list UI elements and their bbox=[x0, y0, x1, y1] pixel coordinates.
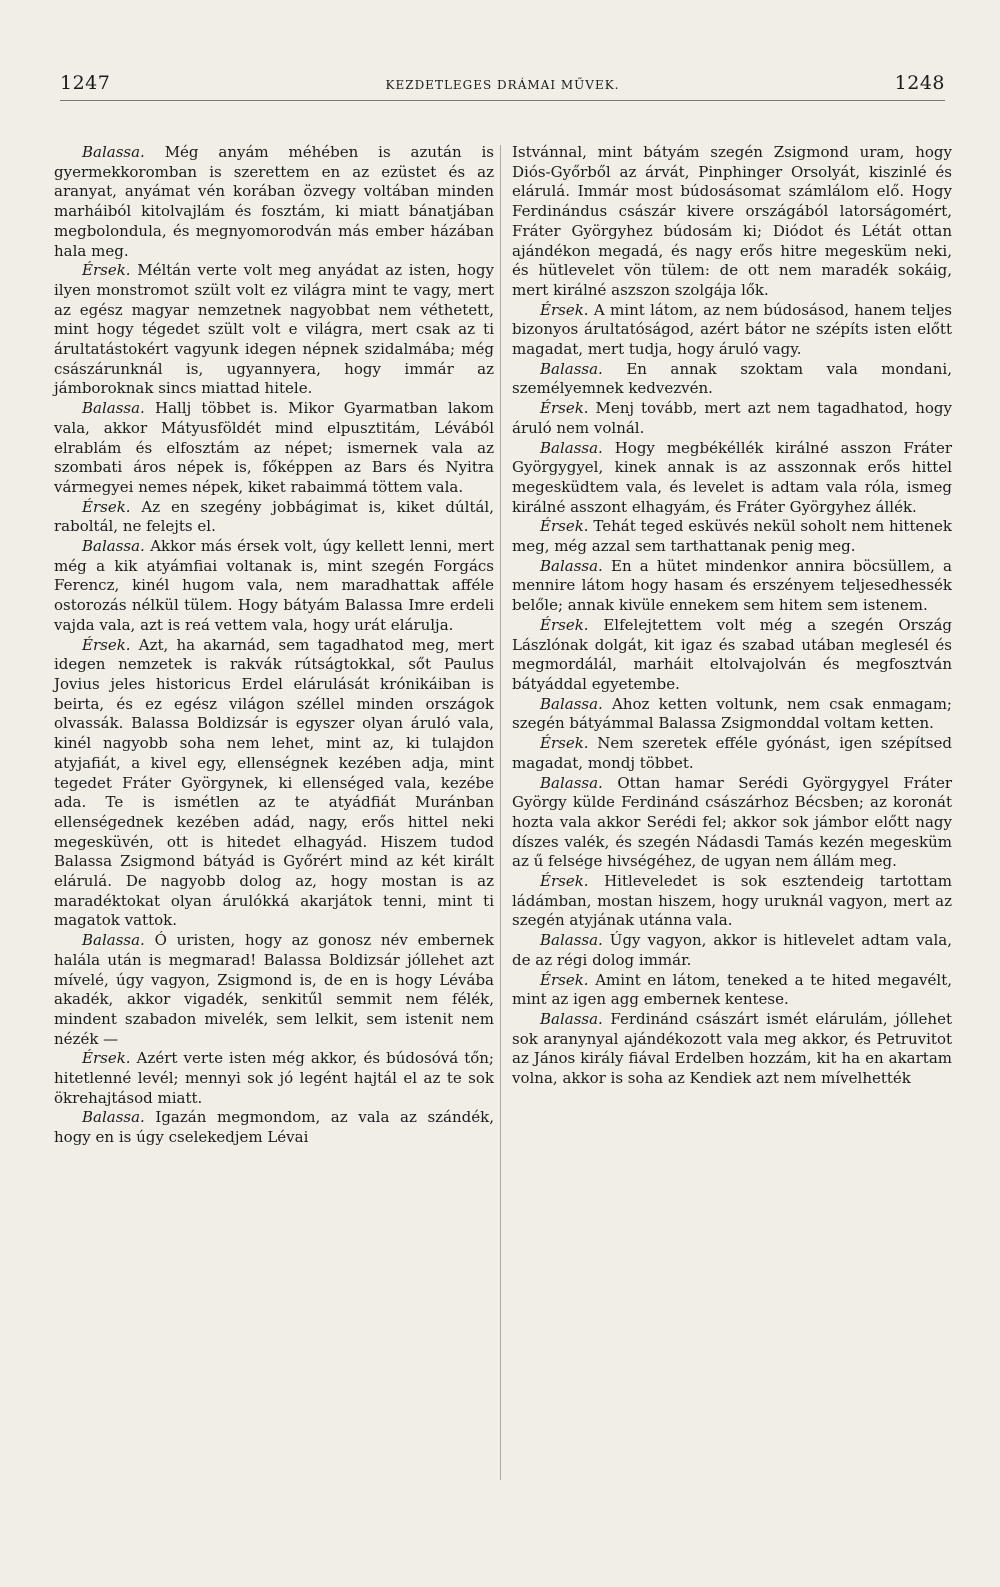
dialogue-paragraph bbox=[512, 931, 952, 970]
dialogue-paragraph bbox=[54, 1108, 494, 1147]
dialogue-text: Ó uristen, hogy az gonosz név embernek halála után is megmarad! Balassa Boldizsár jóllehet azt mívelé, úgy vagyon, Zsigmond is, de en is hogy Lévába akadék, akkor vigadék, senkitűl semmit nem félék, mindent szabadon mivelék, sem lelkit, sem istenit nem nézék — bbox=[54, 931, 494, 1048]
dialogue-paragraph bbox=[54, 143, 494, 261]
left-column bbox=[54, 143, 494, 1148]
header-rule bbox=[60, 100, 945, 101]
speaker-name: Érsek. bbox=[540, 734, 589, 753]
running-title: KEZDETLEGES DRÁMAI MŰVEK. bbox=[385, 78, 620, 92]
dialogue-paragraph bbox=[512, 872, 952, 931]
dialogue-paragraph bbox=[512, 695, 952, 734]
dialogue-text: Méltán verte volt meg anyádat az isten, hogy ilyen monstromot szült volt ez világra mint te vagy, mert az egész magyar nemzetnek nagyobbat nem véthetett, mint hogy tégedet szült volt e világra, mert csak az ti árultatástokért vagyunk idegen népnek szidalmába; még császárunknál is, ugyannyera, hogy immár az jámboroknak sincs miattad hitele. bbox=[54, 261, 494, 398]
dialogue-paragraph bbox=[512, 1010, 952, 1089]
dialogue-paragraph bbox=[54, 498, 494, 537]
dialogue-text: Akkor más érsek volt, úgy kellett lenni, mert még a kik atyámfiai voltanak is, mint szegén Forgács Ferencz, kinél hugom vala, nem maradhattak afféle ostorozás nélkül tülem. Hogy bátyám Balassa Imre erdeli vajda vala, azt is reá vettem vala, hogy urát elárulja. bbox=[54, 537, 494, 634]
page-number-right: 1248 bbox=[894, 72, 945, 94]
speaker-name: Érsek. bbox=[82, 261, 131, 280]
dialogue-paragraph bbox=[512, 143, 952, 301]
speaker-name: Balassa. bbox=[540, 556, 603, 575]
dialogue-text: Azért verte isten még akkor, és búdosóvá tőn; hitetlenné levél; mennyi sok jó legént hajtál el az te sok ökrehajtásod miatt. bbox=[54, 1049, 494, 1107]
dialogue-text: Még anyám méhében is azután is gyermekkoromban is szerettem en az ezüstet és az aranyat, anyámat vén korában özvegy voltában minden marháiból kitolvajlám és fosztám, ki miatt bánatjában megbolondula, és megnyomorodván más ember házában hala meg. bbox=[54, 143, 494, 260]
speaker-name: Balassa. bbox=[540, 438, 603, 457]
speaker-name: Érsek. bbox=[82, 1049, 131, 1068]
dialogue-paragraph bbox=[512, 557, 952, 616]
speaker-name: Érsek. bbox=[540, 399, 589, 418]
dialogue-text: Menj tovább, mert azt nem tagadhatod, hogy áruló nem volnál. bbox=[512, 399, 952, 437]
speaker-name: Érsek. bbox=[82, 497, 131, 516]
dialogue-paragraph bbox=[54, 931, 494, 1049]
dialogue-text: Ahoz ketten voltunk, nem csak enmagam; szegén bátyámmal Balassa Zsigmonddal voltam ketten. bbox=[512, 694, 952, 733]
speaker-name: Balassa. bbox=[540, 359, 603, 378]
dialogue-text: Istvánnal, mint bátyám szegén Zsigmond uram, hogy Diós-Győrből az árvát, Pinphinger Orsolyát, kiszinlé és elárulá. Immár most búdosásomat számlálom elő. Hogy Ferdinándus császár kivere országából latorságomért, Fráter Györgyhez búdosám ki; Diódot és Létát ottan ajándékon megadá, és nagy erős hitre megesküm neki, és hütlevelet vön tülem: de ott nem maradék sokáig, mert királné aszszon szolgája lők. bbox=[512, 143, 952, 299]
dialogue-paragraph bbox=[512, 517, 952, 556]
dialogue-paragraph bbox=[54, 1049, 494, 1108]
dialogue-paragraph bbox=[54, 636, 494, 932]
page-number-left: 1247 bbox=[60, 72, 111, 94]
dialogue-text: Az en szegény jobbágimat is, kiket dúltál, raboltál, ne felejts el. bbox=[54, 497, 494, 536]
dialogue-text: En annak szoktam vala mondani, személyemnek kedvezvén. bbox=[512, 359, 952, 398]
dialogue-text: Nem szeretek efféle gyónást, igen szépítsed magadat, mondj többet. bbox=[512, 734, 952, 772]
dialogue-text: Ferdinánd császárt ismét elárulám, jóllehet sok aranynyal ajándékozott vala meg akkor, és Petruvitot az János király fiával Erdelben hozzám, kit ha en akartam volna, akkor is soha az Kendiek azt nem mívelhették bbox=[512, 1009, 952, 1088]
speaker-name: Érsek. bbox=[540, 615, 589, 634]
speaker-name: Balassa. bbox=[540, 694, 603, 713]
dialogue-text: Elfelejtettem volt még a szegén Ország Lászlónak dolgát, kit igaz és szabad utában meglesél és megmordálál, marháit eltolvajolván és megfosztván bátyáddal egyetembe. bbox=[512, 615, 952, 693]
dialogue-paragraph bbox=[512, 399, 952, 438]
speaker-name: Balassa. bbox=[540, 931, 603, 950]
speaker-name: Balassa. bbox=[540, 773, 603, 792]
right-column bbox=[512, 143, 952, 1089]
speaker-name: Balassa. bbox=[82, 399, 145, 418]
dialogue-text: Ottan hamar Serédi Györgygyel Fráter György külde Ferdinánd császárhoz Bécsben; az koronát hozta vala akkor Serédi fel; akkor sok jámbor előtt nagy díszes valék, és szegén Nádasdi Tamás kezén megesküm az ű felsége hivségéhez, de ugyan nem állám meg. bbox=[512, 773, 952, 871]
dialogue-paragraph bbox=[54, 261, 494, 399]
speaker-name: Érsek. bbox=[82, 635, 131, 654]
dialogue-text: A mint látom, az nem búdosásod, hanem teljes bizonyos árultatóságod, azért bátor ne szépíts isten előtt magadat, mert tudja, hogy áruló vagy. bbox=[512, 300, 952, 359]
dialogue-paragraph bbox=[512, 360, 952, 399]
dialogue-text: Hallj többet is. Mikor Gyarmatban lakom vala, akkor Mátyusföldét mind elpusztitám, Lévából elrablám és elfosztám az népet; ismernek vala az szombati áros népek is, főképpen az Bars és Nyitra vármegyei nemes népek, kiket rabaimmá töttem vala. bbox=[54, 399, 494, 496]
dialogue-paragraph bbox=[54, 537, 494, 636]
dialogue-paragraph bbox=[512, 734, 952, 773]
dialogue-text: Igazán megmondom, az vala az szándék, hogy en is úgy cselekedjem Lévai bbox=[54, 1108, 494, 1147]
dialogue-text: Tehát teged esküvés nekül soholt nem hittenek meg, még azzal sem tarthattanak penig meg. bbox=[512, 517, 952, 556]
dialogue-text: Amint en látom, teneked a te hited megavélt, mint az igen agg embernek kentese. bbox=[512, 970, 952, 1009]
dialogue-paragraph bbox=[512, 301, 952, 360]
dialogue-text: Azt, ha akarnád, sem tagadhatod meg, mert idegen nemzetek is rakvák rútságtokkal, sőt Paulus Jovius jeles historicus Erdel elárulását krónikáiban is beirta, és ez egész világon széllel minden országok olvassák. Balassa Boldizsár is egyszer olyan áruló vala, kinél nagyobb soha nem lehet, mint az, ki tulajdon atyjafiát, a kivel egy, ellenségnek kezében adja, mint tegedet Fráter Györgynek, ki ellenséged vala, kezébe ada. Te is ismétlen az te atyádfiát Muránban ellenségednek kezében adád, nagy, erős hittel neki megesküvén, ott is hitedet elhagyád. Hiszem tudod Balassa Zsigmond bátyád is Győrért mind az két királt elárulá. De nagyobb dolog az, hogy mostan is az maradéktokat olyan árulókká akarjátok tenni, mint ti magatok vattok. bbox=[54, 635, 494, 930]
dialogue-paragraph bbox=[54, 399, 494, 498]
dialogue-paragraph bbox=[512, 774, 952, 873]
column-divider bbox=[500, 145, 501, 1480]
speaker-name: Balassa. bbox=[82, 931, 145, 950]
dialogue-paragraph bbox=[512, 971, 952, 1010]
dialogue-text: Úgy vagyon, akkor is hitlevelet adtam vala, de az régi dolog immár. bbox=[512, 931, 952, 969]
speaker-name: Balassa. bbox=[82, 143, 145, 161]
speaker-name: Érsek. bbox=[540, 517, 589, 536]
dialogue-paragraph bbox=[512, 616, 952, 695]
speaker-name: Balassa. bbox=[540, 1009, 603, 1028]
page-header bbox=[60, 70, 945, 100]
speaker-name: Balassa. bbox=[82, 1108, 145, 1127]
dialogue-paragraph bbox=[512, 439, 952, 518]
speaker-name: Érsek. bbox=[540, 300, 589, 319]
dialogue-text: En a hütet mindenkor annira böcsüllem, a mennire látom hogy hasam és erszényem teljesedhessék belőle; annak kivüle ennekem sem hitem sem istenem. bbox=[512, 556, 952, 615]
dialogue-text: Hitleveledet is sok esztendeig tartottam ládámban, mostan hiszem, hogy uruknál vagyon, mert az szegén atyjának utánna vala. bbox=[512, 872, 952, 930]
dialogue-text: Hogy megbékéllék királné asszon Fráter Györgygyel, kinek annak is az asszonnak erős hittel megesküdtem vala, és levelet is adtam vala róla, ismeg királné asszont elhagyám, és Fráter Györgyhez állék. bbox=[512, 438, 952, 516]
speaker-name: Érsek. bbox=[540, 872, 589, 891]
speaker-name: Balassa. bbox=[82, 537, 145, 556]
speaker-name: Érsek. bbox=[540, 970, 589, 989]
